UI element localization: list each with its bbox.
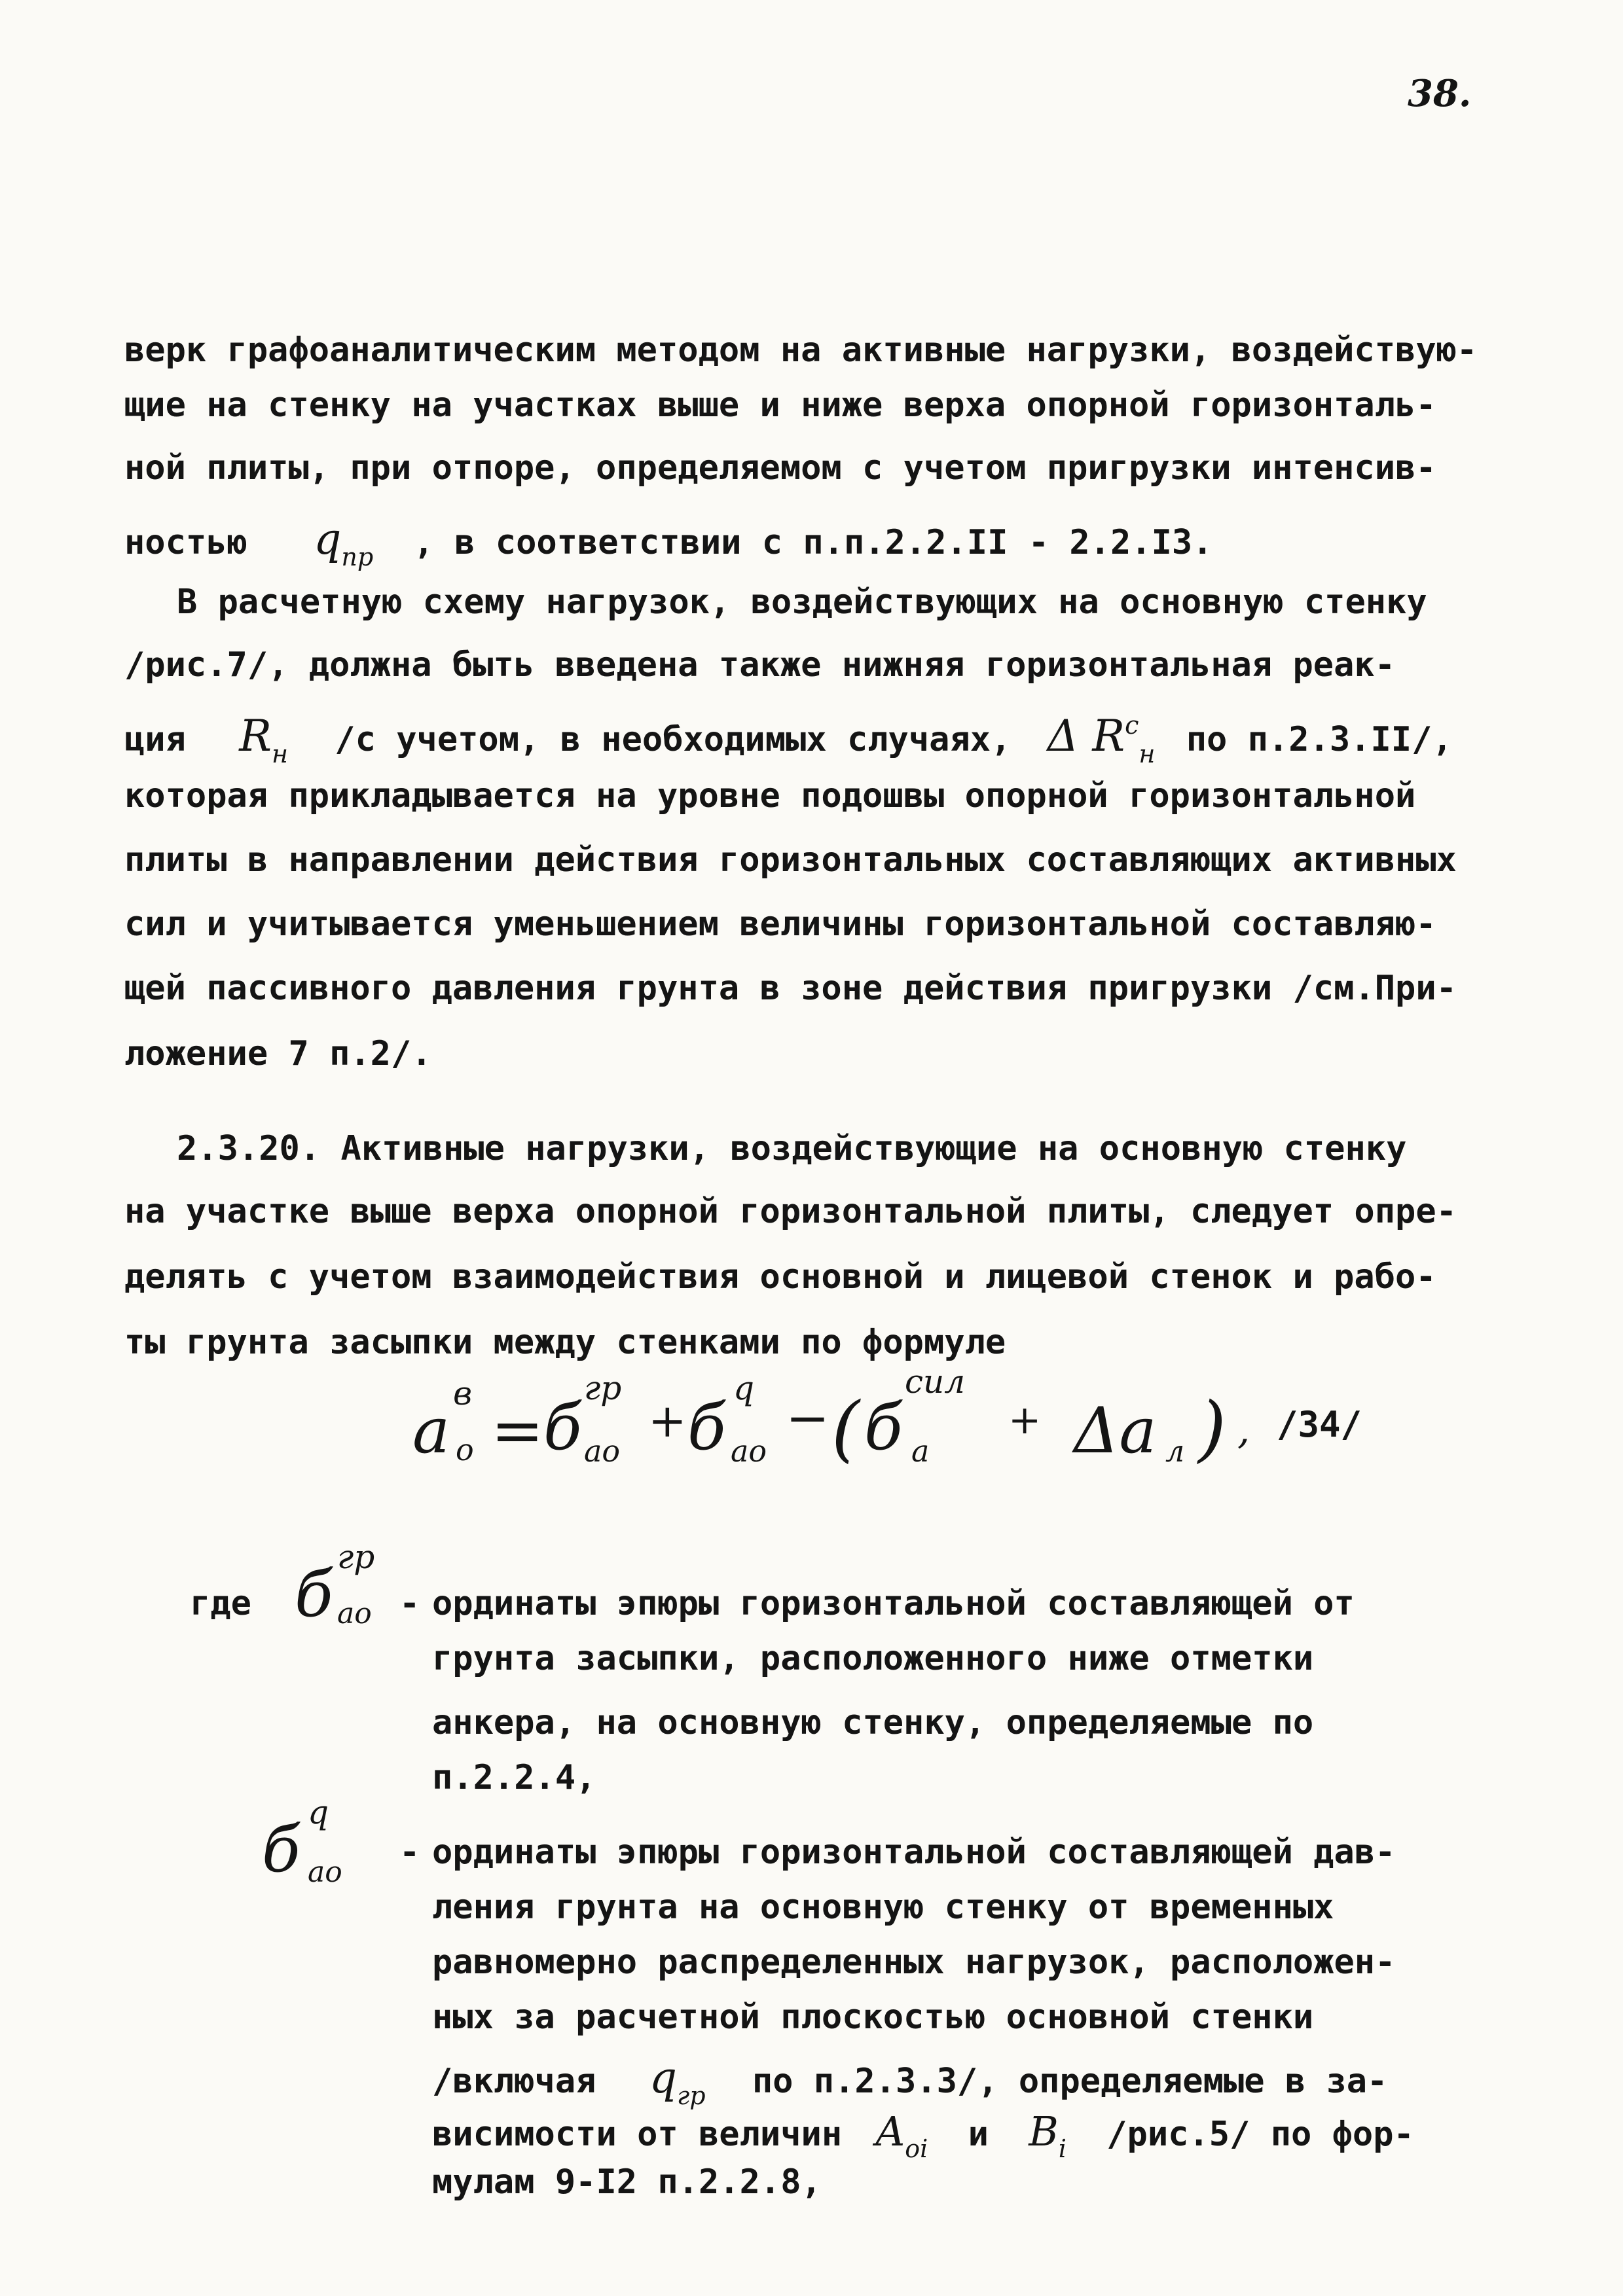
formula-minus: −: [786, 1388, 830, 1448]
p3-line-3: делять с учетом взаимодействия основной и лицевой стенок и рабо-: [124, 1257, 1436, 1297]
def-2-line-6-and: и: [968, 2115, 989, 2154]
p2-line-7: щей пассивного давления грунта в зоне действия пригрузки /см.При-: [124, 969, 1457, 1008]
p1-line-1: верк графоаналитическим методом на активные нагрузки, воздействую-: [124, 331, 1478, 370]
q-gr-letter: q: [649, 2053, 678, 2103]
def-2-line-5-end: по п.2.3.3/, определяемые в за-: [752, 2062, 1388, 2101]
q-gr-subscript: гр: [677, 2081, 706, 2110]
formula-term-3-sup: сил: [905, 1363, 966, 1401]
p2-line-8: ложение 7 п.2/.: [124, 1034, 432, 1073]
q-pr-subscript: пр: [341, 543, 374, 571]
def-2-line-6: [432, 2108, 1414, 2163]
p2-line-3-start: ция: [124, 720, 186, 759]
def-2-symbol: б: [262, 1813, 301, 1886]
p2-line-3-mid: /с учетом, в необходимых случаях,: [335, 720, 1012, 759]
formula-lhs-sub: o: [456, 1432, 474, 1467]
p1-line-4-end: , в соответствии с п.п.2.2.II - 2.2.I3.: [413, 523, 1213, 562]
r-h-subscript: н: [271, 740, 288, 768]
q-pr-symbol: [314, 514, 374, 571]
formula-number: /34/: [1277, 1404, 1362, 1445]
formula-term-4-sub: л: [1165, 1433, 1185, 1469]
p1-line-2: щие на стенку на участках выше и ниже верха опорной горизонталь-: [124, 386, 1436, 425]
formula-term-2: б: [687, 1391, 726, 1464]
p2-line-6: сил и учитывается уменьшением величины горизонтальной составляю-: [124, 905, 1436, 944]
p2-line-3: [124, 711, 1453, 768]
formula-34: [412, 1363, 1329, 1486]
def-2-line-1: ординаты эпюры горизонтальной составляющей дав-: [432, 1833, 1396, 1872]
def-1-dash: -: [399, 1584, 420, 1623]
p1-line-4-start: ностью: [124, 523, 247, 562]
def-2-sub: ao: [308, 1856, 342, 1889]
formula-term-1: б: [543, 1391, 582, 1464]
def-2-line-6-start: висимости от величин: [432, 2115, 843, 2154]
p1-line-4: [124, 514, 1213, 571]
b-i-symbol: [1029, 2108, 1067, 2163]
formula-plus-2: +: [1008, 1397, 1042, 1443]
formula-term-2-sub: ao: [731, 1433, 767, 1469]
a-oi-subscript: oi: [905, 2134, 928, 2163]
a-oi-symbol: [875, 2108, 928, 2163]
def-1-line-3: анкера, на основную стенку, определяемые по: [432, 1703, 1314, 1742]
p2-line-5: плиты в направлении действия горизонтальных составляющих активных: [124, 840, 1457, 880]
formula-paren-close: ): [1198, 1386, 1226, 1470]
def-2-line-7: мулам 9-I2 п.2.2.8,: [432, 2162, 822, 2202]
p3-line-2: на участке выше верха опорной горизонтальной плиты, следует опре-: [124, 1192, 1457, 1231]
formula-lhs-sup: в: [453, 1374, 473, 1412]
def-2-line-6-end: /рис.5/ по фор-: [1106, 2115, 1414, 2154]
q-gr-symbol: [649, 2053, 706, 2110]
b-letter: B: [1029, 2108, 1059, 2155]
def-1-line-1: ординаты эпюры горизонтальной составляющей от: [432, 1584, 1355, 1623]
def-1-line-4: п.2.2.4,: [432, 1758, 596, 1797]
b-i-subscript: i: [1058, 2134, 1067, 2163]
a-letter: A: [875, 2108, 905, 2155]
formula-lhs: a: [412, 1394, 450, 1467]
formula-equals: =: [491, 1394, 544, 1467]
formula-comma: ,: [1237, 1407, 1250, 1453]
def-2-line-5-start: /включая: [432, 2062, 596, 2101]
p1-line-3: ной плиты, при отпоре, определяемом с учетом пригрузки интенсив-: [124, 448, 1436, 488]
def-1-symbol: б: [295, 1558, 333, 1631]
delta-r-symbol: [1047, 711, 1156, 768]
def-1-sup: гр: [337, 1538, 375, 1576]
q-letter: q: [314, 514, 342, 564]
formula-term-2-sup: q: [733, 1369, 755, 1407]
formula-term-4: Δa: [1074, 1394, 1157, 1467]
p2-line-3-end: по п.2.3.II/,: [1186, 720, 1453, 759]
formula-term-3: б: [864, 1391, 903, 1464]
formula-plus-1: +: [648, 1394, 687, 1448]
def-2-line-5: [432, 2053, 1387, 2110]
def-2-line-4: ных за расчетной плоскостью основной стенки: [432, 1998, 1314, 2037]
r-letter: R: [239, 711, 272, 761]
r-h-symbol: [239, 711, 288, 768]
formula-paren-open: (: [831, 1386, 860, 1470]
def-2-sup: q: [308, 1793, 329, 1831]
p3-line-4: ты грунта засыпки между стенками по формуле: [124, 1323, 1006, 1362]
p2-line-1: В расчетную схему нагрузок, воздействующих на основную стенку: [177, 583, 1427, 622]
delta-r-superscript: с: [1125, 711, 1139, 740]
where-label: где: [190, 1584, 251, 1623]
def-1-sub: ao: [337, 1597, 372, 1630]
def-2-dash: -: [399, 1833, 420, 1872]
page-number: 38.: [1408, 72, 1472, 115]
def-1-line-2: грунта засыпки, расположенного ниже отметки: [432, 1639, 1314, 1678]
p2-line-4: которая прикладывается на уровне подошвы опорной горизонтальной: [124, 776, 1416, 816]
delta-r-subscript: н: [1139, 740, 1156, 768]
formula-term-3-sub: a: [911, 1433, 930, 1469]
p2-line-2: /рис.7/, должна быть введена также нижняя горизонтальная реак-: [124, 645, 1396, 685]
formula-term-1-sup: гр: [584, 1369, 622, 1407]
delta-r-letter: Δ R: [1047, 711, 1125, 761]
formula-term-1-sub: ao: [584, 1433, 621, 1469]
p3-line-1: 2.3.20. Активные нагрузки, воздействующие на основную стенку: [177, 1129, 1407, 1168]
def-2-line-3: равномерно распределенных нагрузок, расположен-: [432, 1943, 1396, 1982]
def-2-line-2: ления грунта на основную стенку от временных: [432, 1888, 1334, 1927]
